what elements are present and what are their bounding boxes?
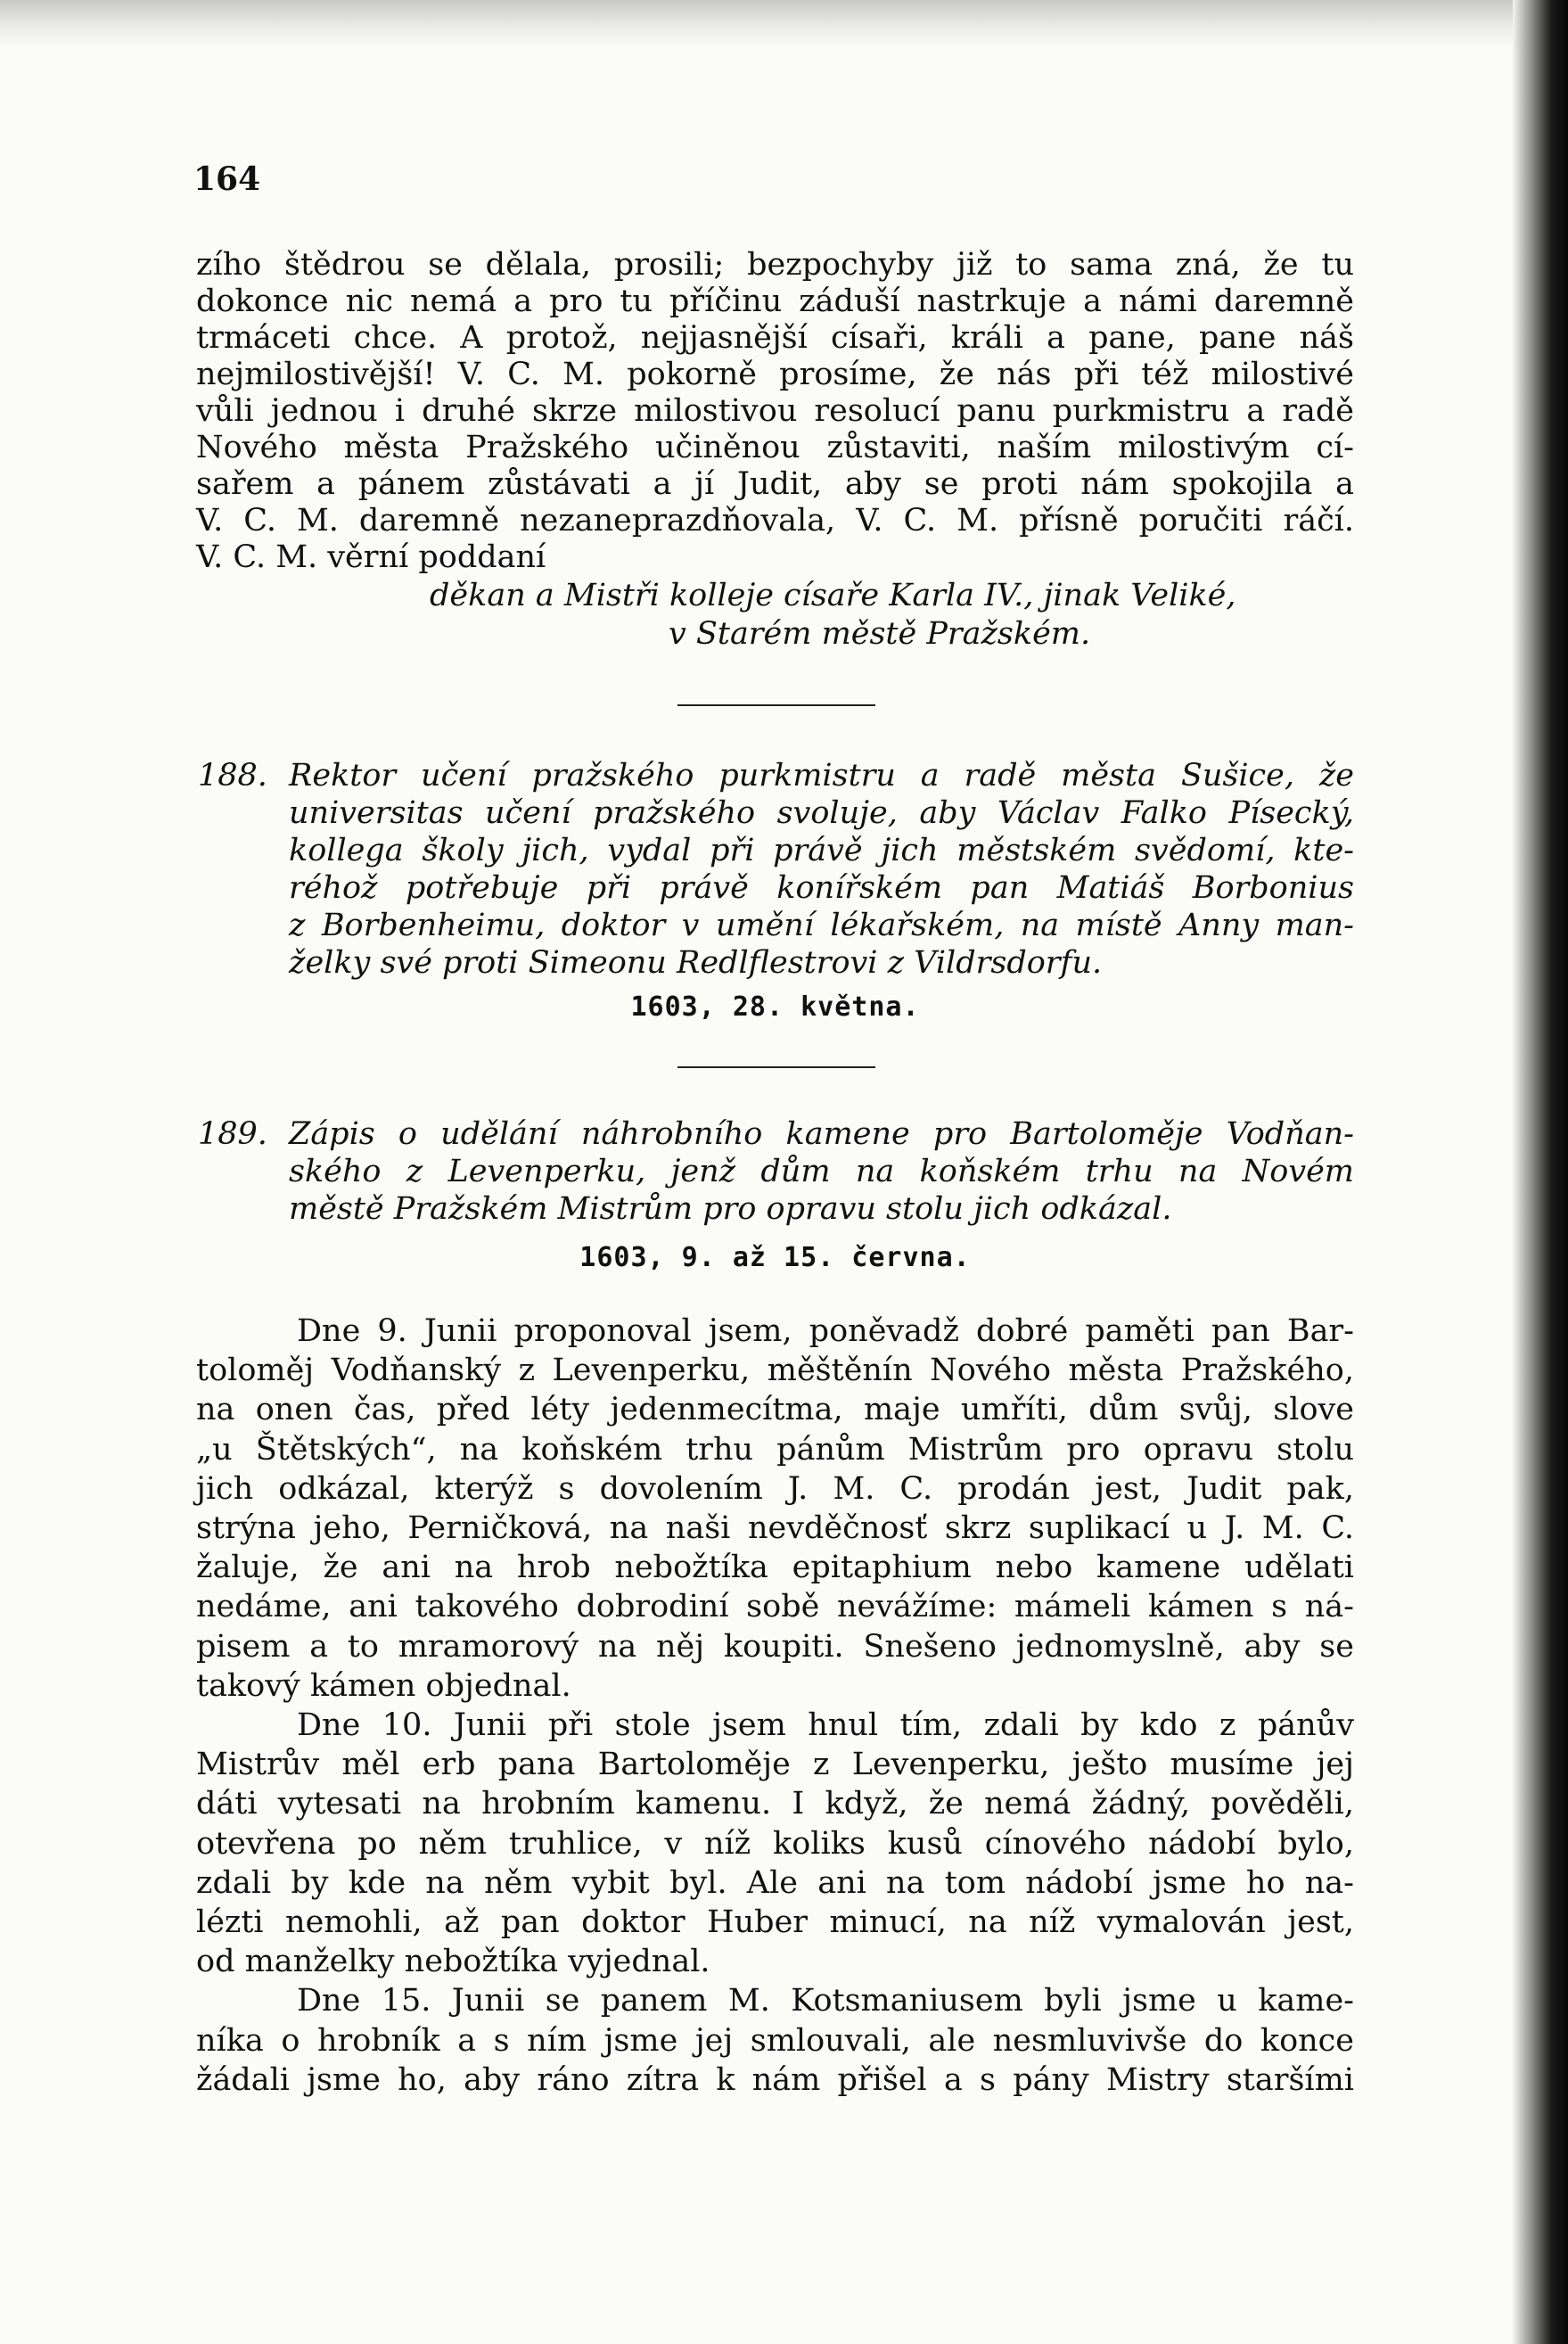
entry-heading-line: réhož potřebuje při právě konířském pan Matiáš Borbonius [289, 870, 1354, 906]
body-line: žádali jsme ho, aby ráno zítra k nám přišel a s pány Mistry staršími [196, 2062, 1354, 2098]
body-line: zdali by kde na něm vybit byl. Ale ani na tom nádobí jsme ho na- [196, 1865, 1354, 1901]
entry-date: 1603, 9. až 15. června. [579, 1242, 971, 1273]
page-top-shadow [0, 0, 1568, 46]
entry-number: 189. [198, 1116, 267, 1152]
body-line: nedáme, ani takového dobrodiní sobě nevážíme: mámeli kámen s ná- [196, 1589, 1354, 1624]
body-line: pisem a to mramorový na něj koupiti. Snešeno jednomyslně, aby se [196, 1629, 1354, 1665]
body-line: Dne 15. Junii se panem M. Kotsmaniusem byli jsme u kame- [297, 1983, 1354, 2019]
body-line: Mistrův měl erb pana Bartoloměje z Levenperku, ješto musíme jej [196, 1747, 1354, 1782]
entry-date: 1603, 28. května. [630, 991, 920, 1023]
entry-heading-line: universitas učení pražského svoluje, aby Václav Falko Písecký, [289, 795, 1354, 831]
entry-number: 188. [198, 758, 267, 794]
body-line: lézti nemohli, až pan doktor Huber minucí, na níž vymalován jest, [196, 1904, 1354, 1940]
body-line: Dne 10. Junii při stole jsem hnul tím, zdali by kdo z pánův [297, 1707, 1354, 1743]
intro-line: trmáceti chce. A protož, nejjasnější císaři, králi a pane, pane náš [196, 320, 1354, 356]
section-divider [677, 704, 875, 706]
body-line: strýna jeho, Perničková, na naši nevděčnosť skrz suplikací u J. M. C. [196, 1510, 1354, 1546]
intro-line: sařem a pánem zůstávati a jí Judit, aby se proti nám spokojila a [196, 466, 1354, 502]
body-line: toloměj Vodňanský z Levenperku, měštěnín Nového města Pražského, [196, 1353, 1354, 1388]
intro-line: vůli jednou i druhé skrze milostivou resolucí panu purkmistru a radě [196, 393, 1354, 429]
entry-heading-line: želky své proti Simeonu Redlflestrovi z Vildrsdorfu. [289, 945, 1103, 981]
body-line: „u Štětských“, na koňském trhu pánům Mistrům pro opravu stolu [196, 1432, 1354, 1468]
entry-heading-line: kollega školy jich, vydal při právě jich městském svědomí, kte- [289, 833, 1354, 868]
intro-line: nejmilostivější! V. C. M. pokorně prosíme, že nás při též milostivé [196, 357, 1354, 392]
page-number: 164 [193, 160, 261, 198]
section-divider [677, 1066, 875, 1068]
entry-heading-line: ského z Levenperku, jenž dům na koňském trhu na Novém [289, 1154, 1354, 1189]
body-line: otevřena po něm truhlice, v níž koliks kusů cínového nádobí bylo, [196, 1826, 1354, 1862]
entry-heading-line: z Borbenheimu, doktor v umění lékařském, na místě Anny man- [289, 908, 1354, 943]
body-line: od manželky nebožtíka vyjednal. [196, 1944, 710, 1979]
body-line: níka o hrobník a s ním jsme jej smlouvali, ale nesmluvivše do konce [196, 2023, 1354, 2059]
body-line: jich odkázal, kterýž s dovolením J. M. C. prodán jest, Judit pak, [196, 1471, 1354, 1507]
intro-line: Nového města Pražského učiněnou zůstaviti, naším milostivým cí- [196, 430, 1354, 465]
entry-heading-line: Rektor učení pražského purkmistru a radě města Sušice, že [289, 758, 1354, 794]
entry-heading-line: Zápis o udělání náhrobního kamene pro Bartoloměje Vodňan- [289, 1116, 1354, 1152]
signature-line-1: děkan a Mistři kolleje císaře Karla IV., jinak Veliké, [430, 578, 1236, 613]
entry-heading-line: městě Pražském Mistrům pro opravu stolu jich odkázal. [289, 1191, 1172, 1227]
intro-line: dokonce nic nemá a pro tu příčinu záduší nastrkuje a námi daremně [196, 284, 1354, 319]
body-line: takový kámen objednal. [196, 1668, 571, 1704]
body-line: Dne 9. Junii proponoval jsem, poněvadž dobré paměti pan Bar- [297, 1313, 1354, 1349]
intro-closing-line: V. C. M. věrní poddaní [196, 539, 546, 575]
body-line: žaluje, že ani na hrob nebožtíka epitaphium nebo kamene udělati [196, 1550, 1354, 1585]
body-line: dáti vytesati na hrobním kamenu. I když, že nemá žádný, pověděli, [196, 1786, 1354, 1822]
body-line: na onen čas, před léty jedenmecítma, maje umříti, dům svůj, slove [196, 1392, 1354, 1427]
intro-line: zího štědrou se dělala, prosili; bezpochyby již to sama zná, že tu [196, 247, 1354, 283]
signature-line-2: v Starém městě Pražském. [669, 616, 1091, 652]
intro-line: V. C. M. daremně nezaneprazdňovala, V. C. M. přísně poručiti ráčí. [196, 503, 1354, 539]
